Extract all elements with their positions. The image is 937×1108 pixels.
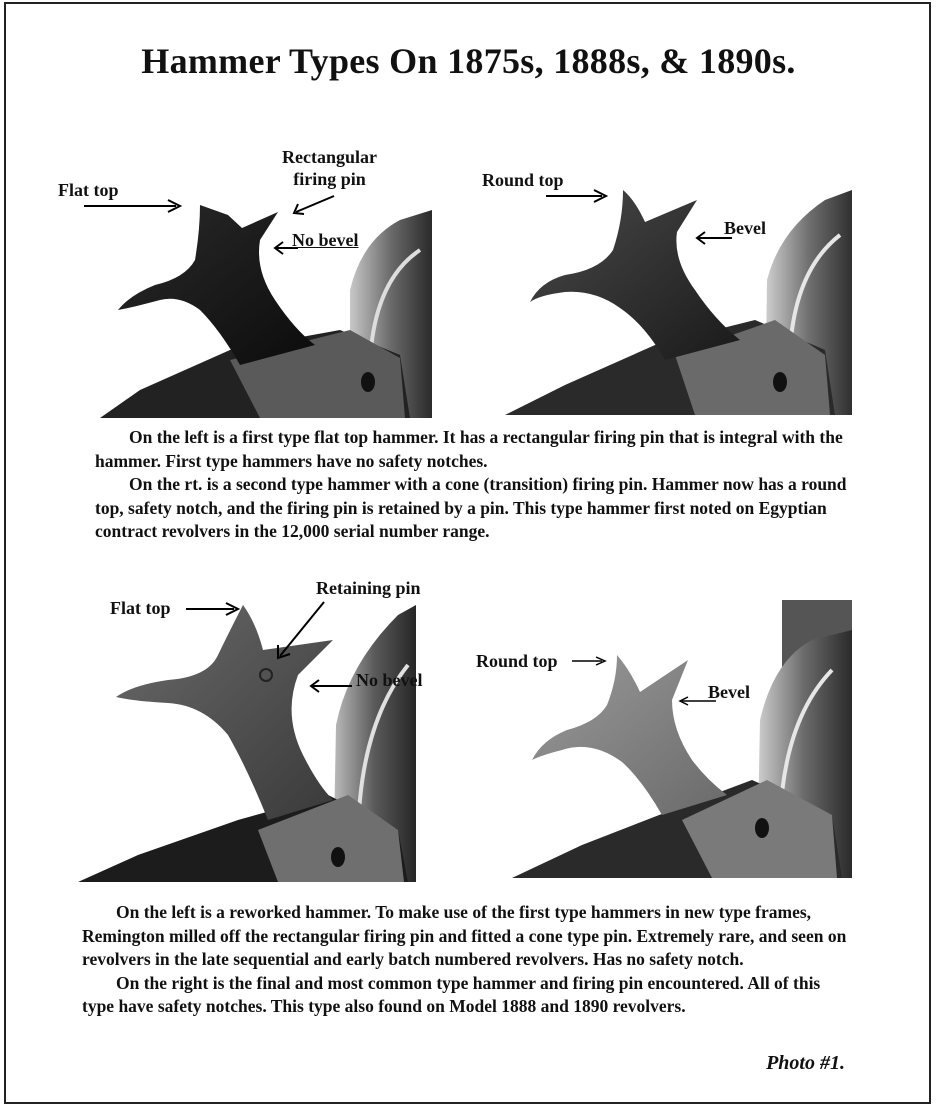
arrow-right-icon [546,188,608,204]
label-flat-top: Flat top [58,180,119,200]
arrow-down-left-icon [290,192,340,218]
paragraph-final-type: On the right is the final and most common type hammer and firing pin encountered. All of this type have safety notches. This type also found on Model 1888 and 1890 revolvers. [82,972,821,1016]
arrow-right-icon [186,601,240,617]
paragraph-second-type: On the rt. is a second type hammer with a cone (transition) firing pin. Hammer now has a round top, safety notch, and the firing pin is retained by a pin. This type hammer first noted on Egyptian contract revolvers in the 12,000 serial number range. [95,474,847,541]
photo-caption: Photo #1. [766,1052,845,1074]
arrow-right-icon [84,198,184,214]
label-round-top: Round top [482,170,564,190]
label-no-bevel: No bevel [292,230,359,250]
label-retaining-pin: Retaining pin [316,578,421,598]
hammer-illustration [512,600,852,878]
arrow-left-icon [308,676,354,696]
hammer-illustration [78,605,416,882]
label-bevel-2: Bevel [708,682,750,702]
paragraph-reworked: On the left is a reworked hammer. To make use of the first type hammers in new type frames, Remington milled off the rectangular firing pin and fitted a cone type pin. Extremely rare, and seen on revolvers in the late sequential and early batch numbered revolvers. Has no safety notch. [82,902,847,969]
label-round-top-2: Round top [476,651,558,671]
text-block-bottom [82,901,852,1019]
label-no-bevel-2: No bevel [356,670,423,690]
paragraph-first-type: On the left is a first type flat top hammer. It has a rectangular firing pin that is integral with the hammer. First type hammers have no safety notches. [95,427,843,471]
label-flat-top-2: Flat top [110,598,171,618]
photo-reworked-hammer [78,605,416,882]
photo-final-type-hammer [512,600,852,878]
text-block-top [95,426,855,544]
label-rectangular-firing-pin: Rectangular firing pin [282,147,377,189]
arrow-right-icon [572,654,608,668]
arrow-down-left-icon [272,600,328,662]
page-title: Hammer Types On 1875s, 1888s, & 1890s. [141,41,796,81]
label-bevel: Bevel [724,218,766,238]
